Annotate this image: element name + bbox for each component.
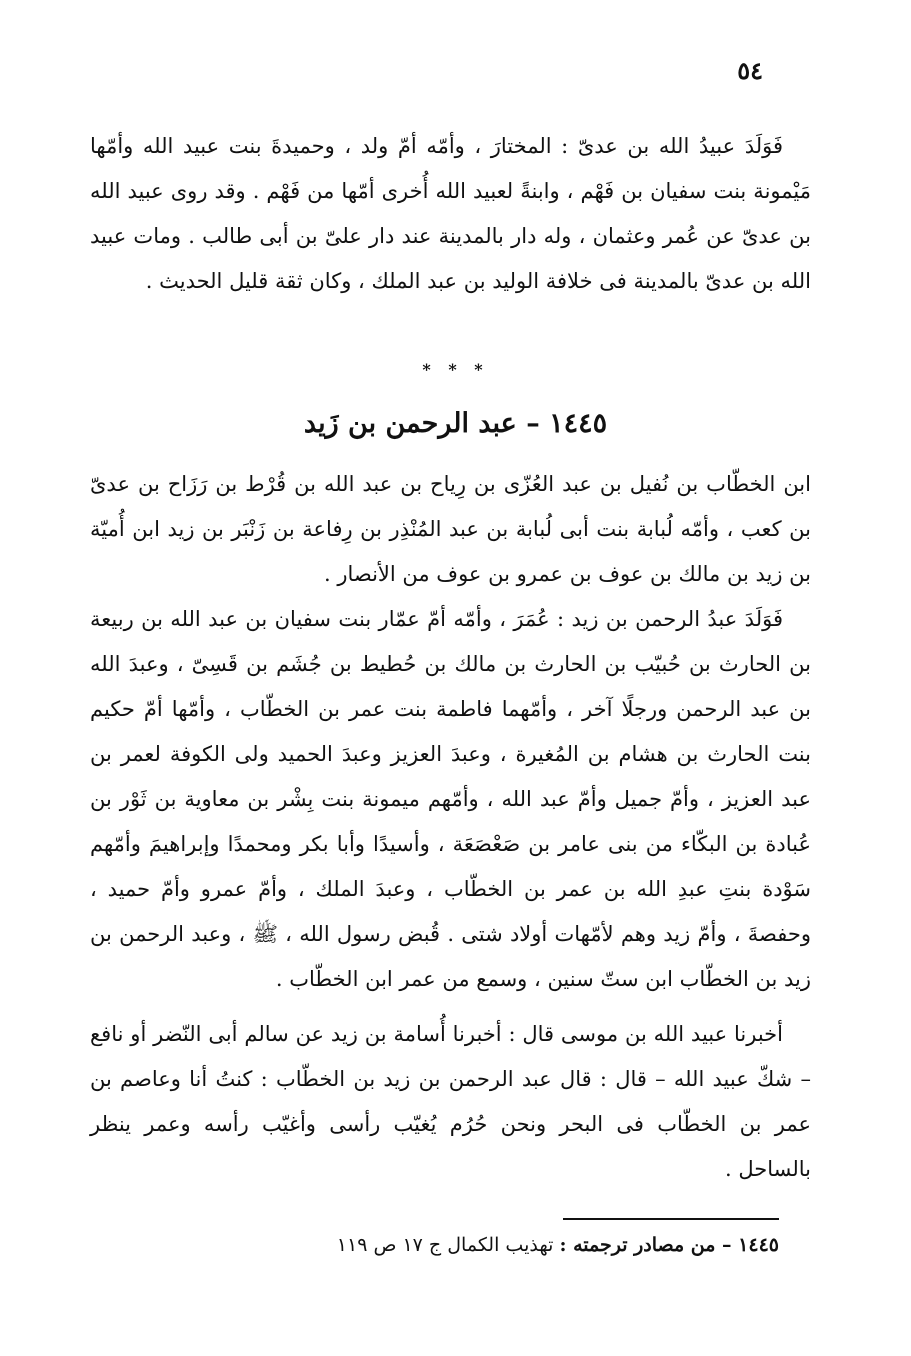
entry-children-paragraph: فَوَلَدَ عبدُ الرحمن بن زيد : عُمَرَ ، وأمّه أمّ عمّار بنت سفيان بن عبد الله بن ربيعة بن الحارث بن حُبيّب بن الحارث بن مالك بن حُطيط بن جُشَم بن قَسِىّ ، وعبدَ الله بن عبد الرحمن ورجلًا آخر ، وأمّهما فاطمة بنت عمر بن الخطّاب ، وأمّها أمّ حكيم بنت الحارث بن هشام بن المُغيرة ، وعبدَ العزيز وعبدَ الحميد ولى الكوفة لعمر بن عبد العزيز ، وأمّ جميل وأمّ عبد الله ، وأمّهم ميمونة بنت بِشْر بن معاوية بن ثَوْر بن عُبادة بن البكّاء من بنى عامر بن صَعْصَعَة ، وأسيدًا وأبا بكر ومحمدًا وإبراهيمَ وأمّهم سَوْدة بنتِ عبدِ الله بن عمر بن الخطّاب ، وعبدَ الملك ، وأمّ عمرو وأمّ حميد ، وحفصةَ ، وأمّ زيد وهم لأمّهات أولاد شتى . قُبض رسول الله ، ﷺ ، وعبد الرحمن بن زيد بن الخطّاب ابن ستّ سنين ، وسمع من عمر ابن الخطّاب . xyxy=(90,607,811,991)
footnote-divider xyxy=(563,1218,779,1220)
entry-lineage-paragraph: ابن الخطّاب بن نُفيل بن عبد العُزّى بن رِياح بن عبد الله بن قُرْط بن رَزَاح بن عدىّ بن كعب ، وأمّه لُبابة بنت أبى لُبابة بن عبد المُنْذِر بن رِفاعة بن زَنْبَر بن زيد ابن أُميّة بن زيد بن مالك بن عوف بن عمرو بن عوف من الأنصار . xyxy=(90,472,811,586)
entry-body xyxy=(90,462,811,1002)
intro-paragraph: فَوَلَدَ عبيدُ الله بن عدىّ : المختارَ ، وأمّه أمّ ولد ، وحميدةَ بنت عبيد الله وأمّها مَيْمونة بنت سفيان بن فَهْم ، وابنةً لعبيد الله أُخرى أمّها من فَهْم . وقد روى عبيد الله بن عدىّ عن عُمر وعثمان ، وله دار بالمدينة عند دار علىّ بن أبى طالب . ومات عبيد الله بن عدىّ بالمدينة فى خلافة الوليد بن عبد الملك ، وكان ثقة قليل الحديث . xyxy=(90,134,811,293)
footnote-label: ١٤٤٥ – من مصادر ترجمته : xyxy=(559,1234,779,1256)
footnote-text: تهذيب الكمال ج ١٧ ص ١١٩ xyxy=(336,1234,554,1256)
narration-paragraph: أخبرنا عبيد الله بن موسى قال : أخبرنا أُسامة بن زيد عن سالم أبى النّضر أو نافع – شكّ عبيد الله – قال : قال عبد الرحمن بن زيد بن الخطّاب : كنتُ أنا وعاصم بن عمر بن الخطّاب فى البحر ونحن حُرُم يُغيّب رأسى وأغيّب رأسه وعمر ينظر بالساحل . xyxy=(90,1022,811,1181)
entry-title: ١٤٤٥ – عبد الرحمن بن زَيد xyxy=(303,408,608,439)
narration-section xyxy=(90,1012,811,1192)
section-separator: * * * xyxy=(422,360,489,379)
intro-section xyxy=(90,124,811,304)
footnote xyxy=(90,1229,779,1261)
page-number: ٥٤ xyxy=(737,56,763,85)
